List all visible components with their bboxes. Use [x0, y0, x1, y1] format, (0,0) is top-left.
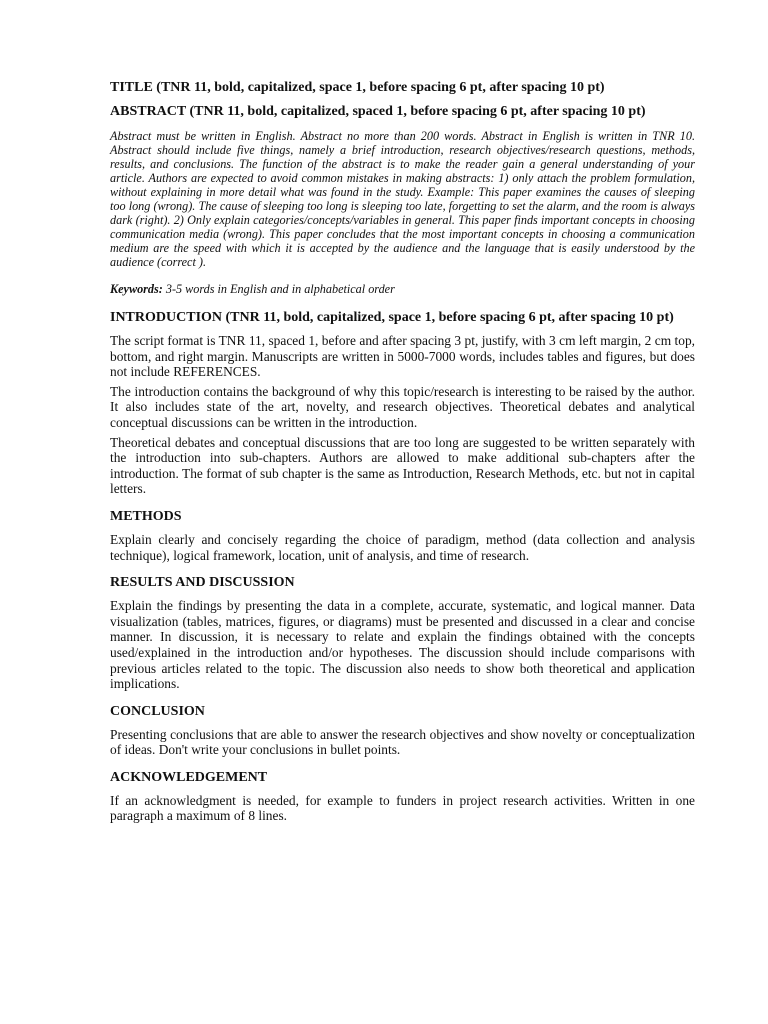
- acknowledgement-heading: ACKNOWLEDGEMENT: [110, 769, 268, 785]
- abstract-heading: ABSTRACT (TNR 11, bold, capitalized, spaced 1, before spacing 6 pt, after spacing 10 pt): [110, 104, 646, 119]
- conclusion-paragraph: Presenting conclusions that are able to answer the research objectives and show novelty or conceptualization of ideas. Don't write your conclusions in bullet points.: [110, 726, 695, 758]
- introduction-paragraph: The script format is TNR 11, spaced 1, before and after spacing 3 pt, justify, with 3 cm left margin, 2 cm top, bottom, and right margin. Manuscripts are written in 5000-7000 words, includes tables and figures, but does not include REFERENCES.: [110, 333, 695, 380]
- abstract-text: Abstract must be written in English. Abstract no more than 200 words. Abstract in English is written in TNR 10. Abstract should include five things, namely a brief introduction, research objectives/research questions, methods, results, and conclusions. The function of the abstract is to make the reader gain a general understanding of your article. Authors are expected to avoid common mistakes in making abstracts: 1) only attach the problem formulation, without explaining in more detail what was found in the study. Example: This paper examines the causes of sleeping too long (wrong). The cause of sleeping too long is sleeping too late, forgetting to set the alarm, and the room is always dark (right). 2) Only explain categories/concepts/variables in general. This paper finds important concepts in choosing communication media (wrong). This paper concludes that the most important concepts in choosing a communication medium are the speed with which it is accepted by the audience and the language that is easily understood by the audience (correct ).: [110, 129, 695, 269]
- methods-paragraph: Explain clearly and concisely regarding the choice of paradigm, method (data collection and analysis technique), logical framework, location, unit of analysis, and time of research.: [110, 531, 695, 563]
- acknowledgement-paragraph: If an acknowledgment is needed, for example to funders in project research activities. Written in one paragraph a maximum of 8 lines.: [110, 792, 695, 824]
- introduction-paragraph: Theoretical debates and conceptual discussions that are too long are suggested to be written separately with the introduction into sub-chapters. Authors are allowed to make additional sub-chapters after the introduction. The format of sub chapter is the same as Introduction, Research Methods, etc. but not in capital letters.: [110, 434, 695, 497]
- conclusion-heading: CONCLUSION: [110, 703, 205, 719]
- results-discussion-heading: RESULTS AND DISCUSSION: [110, 575, 295, 591]
- keywords-text: 3-5 words in English and in alphabetical order: [162, 282, 395, 296]
- introduction-paragraph: The introduction contains the background of why this topic/research is interesting to be raised by the author. It also includes state of the art, novelty, and research objectives. Theoretical debates and analytical conceptual discussions can be written in the introduction.: [110, 383, 695, 430]
- keywords-line: [110, 282, 695, 296]
- introduction-heading: INTRODUCTION (TNR 11, bold, capitalized, space 1, before spacing 6 pt, after spacing 10 pt): [110, 310, 674, 325]
- keywords-label: Keywords:: [110, 282, 163, 296]
- methods-heading: METHODS: [110, 508, 182, 524]
- document-title-heading: TITLE (TNR 11, bold, capitalized, space 1, before spacing 6 pt, after spacing 10 pt): [110, 80, 605, 95]
- results-discussion-paragraph: Explain the findings by presenting the data in a complete, accurate, systematic, and logical manner. Data visualization (tables, matrices, figures, or diagrams) must be presented and discussed in a clear and concise manner. In discussion, it is necessary to relate and explain the findings obtained with the concepts used/explained in the introduction and/or hypotheses. The discussion should include comparisons with previous articles related to the topic. The discussion also needs to show both theoretical and application implications.: [110, 598, 695, 692]
